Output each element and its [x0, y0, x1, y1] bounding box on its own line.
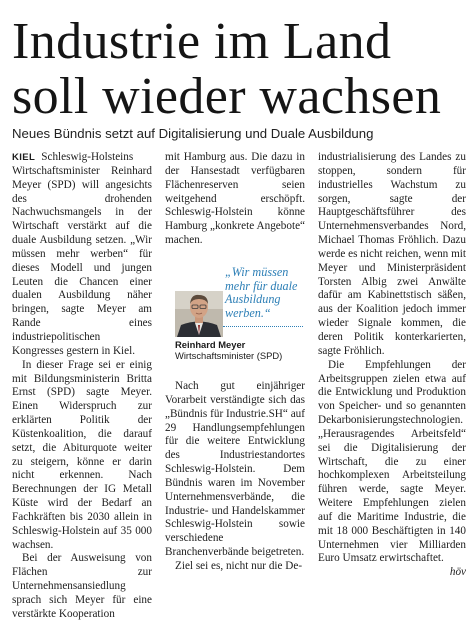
pull-quote: „Wir müssen mehr für duale Ausbildung werben.“	[225, 265, 298, 320]
subheadline: Neues Bündnis setzt auf Digitalisierung und Duale Ausbildung	[12, 126, 374, 141]
author-initials: höv	[449, 566, 466, 579]
headline-line-2: soll wieder wachsen	[12, 68, 442, 125]
article-column-2-top	[165, 151, 305, 261]
paragraph: mit Hamburg aus. Die dazu in der Hansestadt verfügbaren Flächenreserven seien weitgehend erschöpft. Schleswig-Holstein könne Hamburg „konkrete Angebote“ machen.	[165, 151, 305, 247]
article-column-2-bottom	[165, 380, 305, 576]
photo-quote-box	[165, 263, 305, 365]
photo-caption-role: Wirtschaftsminister (SPD)	[175, 350, 283, 361]
quote-divider	[223, 326, 303, 327]
portrait-image	[175, 291, 223, 337]
paragraph: industrialisierung des Landes zu stoppen, sondern für industrielles Wachstum zu sorgen, sagte der Hauptgeschäftsführer des Unternehmensverbandes Nord, Michael Thomas Fröhlich. Dazu werde es nicht reichen, wenn mit Meyer und Ministerpräsident Torsten Albig zwei Anwälte dafür am Kabinettstisch säßen, aus der Koalition jedoch immer wieder Signale kommen, die deren Politik konterkarierten, sagte Fröhlich.	[318, 151, 466, 357]
article-column-1	[12, 151, 152, 620]
photo-caption-name: Reinhard Meyer	[175, 339, 246, 350]
portrait-photo	[175, 291, 223, 337]
paragraph: Ziel sei es, nicht nur die De-	[175, 559, 303, 572]
paragraph-text: Schleswig-Holsteins Wirtschaftsminister Reinhard Meyer (SPD) will angesichts des drohenden Nachwuchsmangels in der Wirtschaft verstärkt auf die duale Ausbildung setzen. „Wir müssen mehr werben“ für dieses Modell und jungen Leuten die Chancen einer dualen Ausbildung näher bringen, sagte Meyer am Rande eines industriepolitischen Kongresses gestern in Kiel.	[12, 151, 152, 357]
paragraph: Bei der Ausweisung von Flächen zur Unternehmensansiedlung sprach sich Meyer für eine verstärkte Kooperation	[12, 552, 152, 620]
paragraph	[12, 151, 152, 359]
paragraph: In dieser Frage sei er einig mit Bildungsministerin Britta Ernst (SPD) sagte Meyer. Einen Widerspruch zur erklärten Politik der Küstenkoalition, die darauf setzt, die Abiturquote weiter zu steigern, könne er darin nicht erkennen. Nach Berechnungen der IG Metall Küste wird der Bedarf an Fachkräften bis 2030 allein in Schleswig-Holstein auf 35 000 wachsen.	[12, 358, 152, 551]
article-column-3	[318, 151, 466, 579]
headline-line-1: Industrie im Land	[12, 13, 392, 70]
headline	[12, 14, 466, 124]
dateline: KIEL	[12, 152, 36, 163]
paragraph: Nach gut einjähriger Vorarbeit verständigte sich das „Bündnis für Industrie.SH“ auf 29 Handlungsempfehlungen für die weitere Entwicklung des Industriestandortes Schleswig-Holstein. Dem Bündnis waren im November Unternehmensverbände, die Industrie- und Handelskammer Schleswig-Holstein sowie verschiedene Branchenverbände beigetreten.	[165, 380, 305, 559]
paragraph: Die Empfehlungen der Arbeitsgruppen zielen etwa auf die Entwicklung und Produktion von Speicher- und so genannten Dekarbonisierungstechnologien. „Herausragendes Arbeitsfeld“ sei die Digitalisierung der Wirtschaft, die zu einer hochkomplexen Arbeitsteilung führen werde, sagte Meyer. Weitere Empfehlungen zielen auf die Maritime Industrie, die mit 18 000 Beschäftigten in 140 Unternehmen vier Milliarden Euro Umsatz erwirtschaftet.	[318, 358, 466, 565]
